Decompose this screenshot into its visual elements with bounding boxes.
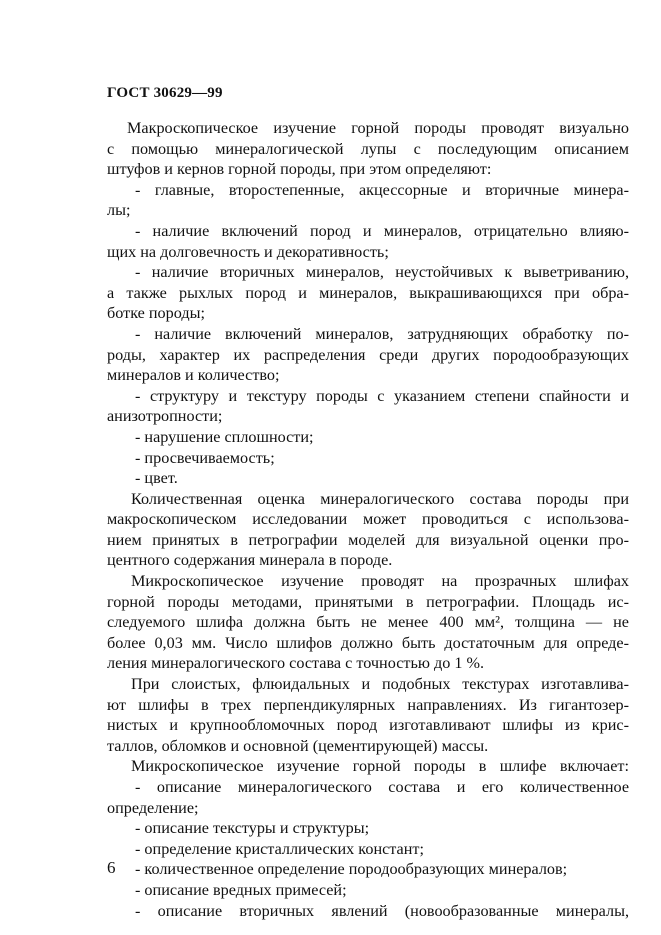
text-line: горной породы методами, принятыми в петрографии. Площадь ис- xyxy=(107,592,629,611)
text-line: штуфов и кернов горной породы, при этом определяют: xyxy=(107,160,492,179)
list-item: - количественное определение породообразующих минералов; xyxy=(135,860,568,879)
text-line: а также рыхлых пород и минералов, выкрашивающихся при обра- xyxy=(107,283,629,302)
text-line: определение; xyxy=(107,798,199,817)
text-line: ют шлифы в трех перпендикулярных направлениях. Из гигантозер- xyxy=(107,695,629,714)
text-line: нием принятых в петрографии моделей для визуальной оценки про- xyxy=(107,530,629,549)
text-line: Микроскопическое изучение проводят на прозрачных шлифах xyxy=(131,572,629,591)
text-line: таллов, обломков и основной (цементирующей) массы. xyxy=(107,736,489,755)
text-line: макроскопическом исследовании может проводиться с использова- xyxy=(107,510,629,529)
list-item: - главные, второстепенные, акцессорные и вторичные минера- xyxy=(135,180,629,199)
document-header: ГОСТ 30629—99 xyxy=(107,85,223,101)
text-line: более 0,03 мм. Число шлифов должно быть достаточным для опреде- xyxy=(107,633,629,652)
list-item: - описание вредных примесей; xyxy=(135,880,347,899)
text-line: анизотропности; xyxy=(107,407,223,426)
text-line: роды, характер их распределения среди других породообразующих xyxy=(107,345,629,364)
text-line: При слоистых, флюидальных и подобных текстурах изготавлива- xyxy=(131,675,629,694)
text-line: минералов и количество; xyxy=(107,366,280,385)
text-line: Количественная оценка минералогического состава породы при xyxy=(131,489,629,508)
text-line: центного содержания минерала в породе. xyxy=(107,551,393,570)
list-item: - наличие включений пород и минералов, отрицательно влияю- xyxy=(135,221,629,240)
text-line: нистых и крупнообломочных пород изготавливают шлифы из крис- xyxy=(107,716,629,735)
page-body xyxy=(107,118,629,921)
page-number: 6 xyxy=(107,858,116,877)
list-item: - определение кристаллических констант; xyxy=(135,839,424,858)
list-item: - наличие включений минералов, затрудняющих обработку по- xyxy=(135,324,629,343)
list-item: - цвет. xyxy=(135,469,178,488)
list-item: - описание вторичных явлений (новообразованные минералы, xyxy=(135,901,629,920)
list-item: - наличие вторичных минералов, неустойчивых к выветриванию, xyxy=(135,263,629,282)
text-line: с помощью минералогической лупы с последующим описанием xyxy=(107,139,629,158)
text-line: Микроскопическое изучение горной породы в шлифе включает: xyxy=(131,757,629,776)
text-line: ботке породы; xyxy=(107,304,205,323)
text-line: Макроскопическое изучение горной породы проводят визуально xyxy=(127,119,629,137)
list-item: - просвечиваемость; xyxy=(135,448,275,467)
list-item: - описание текстуры и структуры; xyxy=(135,819,370,838)
list-item: - нарушение сплошности; xyxy=(135,427,314,446)
text-line: следуемого шлифа должна быть не менее 400 мм², толщина — не xyxy=(107,613,629,632)
text-line: ления минералогического состава с точностью до 1 %. xyxy=(107,654,485,673)
list-item: - структуру и текстуру породы с указанием степени спайности и xyxy=(135,386,629,405)
list-item: - описание минералогического состава и его количественное xyxy=(135,778,629,796)
text-line: лы; xyxy=(107,201,131,220)
text-line: щих на долговечность и декоративность; xyxy=(107,242,389,261)
